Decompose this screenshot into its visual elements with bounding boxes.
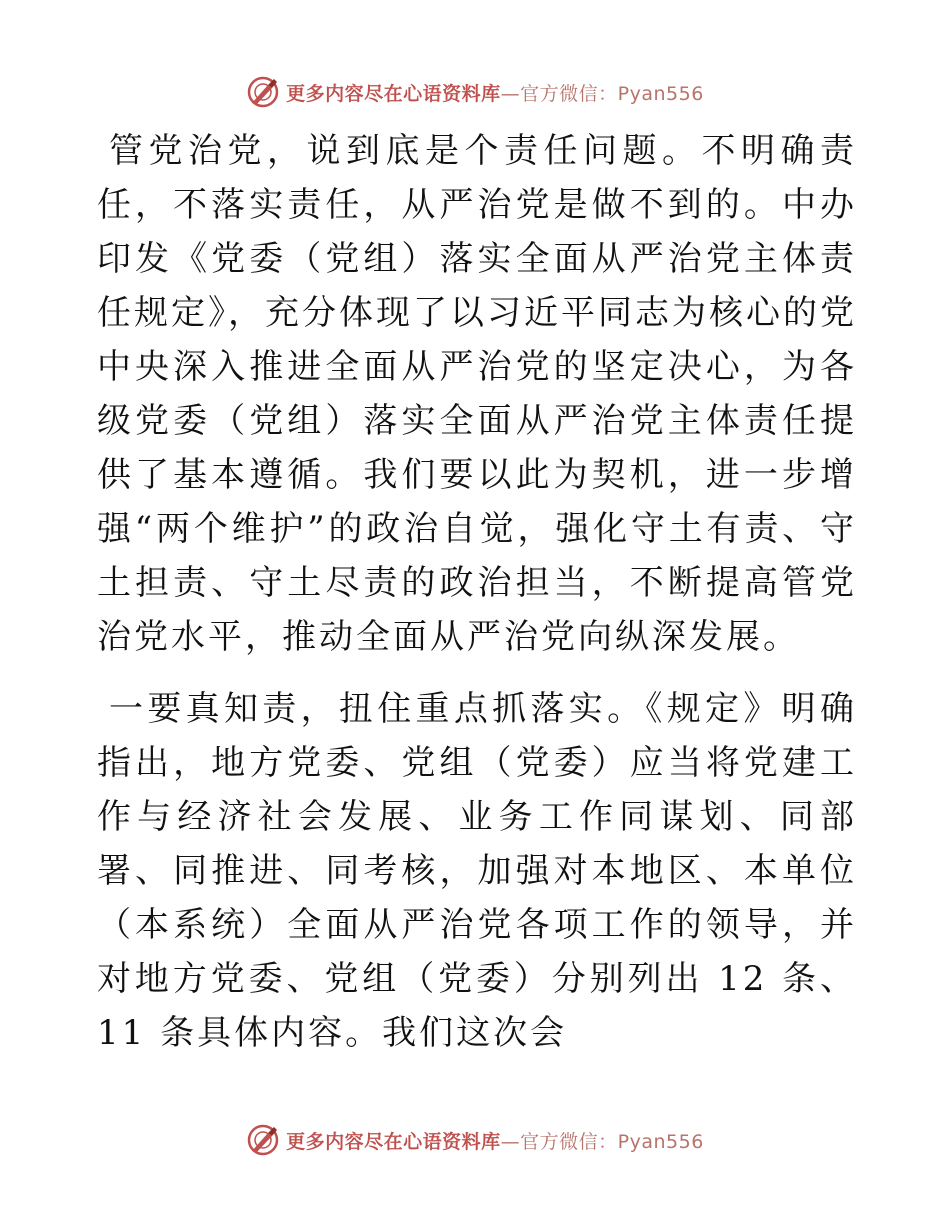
paragraph-1: 管党治党，说到底是个责任问题。不明确责任，不落实责任，从严治党是做不到的。中办印发《党委（党组）落实全面从严治党主体责任规定》，充分体现了以习近平同志为核心的党中央深入推进全面从严治党的坚定决心，为各级党委（党组）落实全面从严治党主体责任提供了基本遵循。我们要以此为契机，进一步增强“两个维护”的政治自觉，强化守土有责、守土担责、守土尽责的政治担当，不断提高管党治党水平，推动全面从严治党向纵深发展。 — [97, 131, 857, 657]
banner-dash: — — [500, 82, 521, 105]
pen-logo-icon — [246, 1123, 280, 1157]
document-body — [97, 124, 857, 1060]
footer-banner — [0, 1118, 950, 1162]
banner-text — [286, 79, 704, 106]
banner-wechat-text: 官方微信：Pyan556 — [520, 82, 704, 105]
banner-site-text: 更多内容尽在心语资料库 — [286, 1130, 501, 1153]
header-banner — [0, 70, 950, 114]
banner-text — [286, 1127, 704, 1154]
banner-dash: — — [500, 1130, 521, 1153]
paragraph-2: 一要真知责，扭住重点抓落实。《规定》明确指出，地方党委、党组（党委）应当将党建工作与经济社会发展、业务工作同谋划、同部署、同推进、同考核，加强对本地区、本单位（本系统）全面从严治党各项工作的领导，并对地方党委、党组（党委）分别列出 12 条、11 条具体内容。我们这次会 — [97, 689, 857, 1053]
banner-site-text: 更多内容尽在心语资料库 — [286, 82, 501, 105]
pen-logo-icon — [246, 75, 280, 109]
banner-wechat-text: 官方微信：Pyan556 — [520, 1130, 704, 1153]
